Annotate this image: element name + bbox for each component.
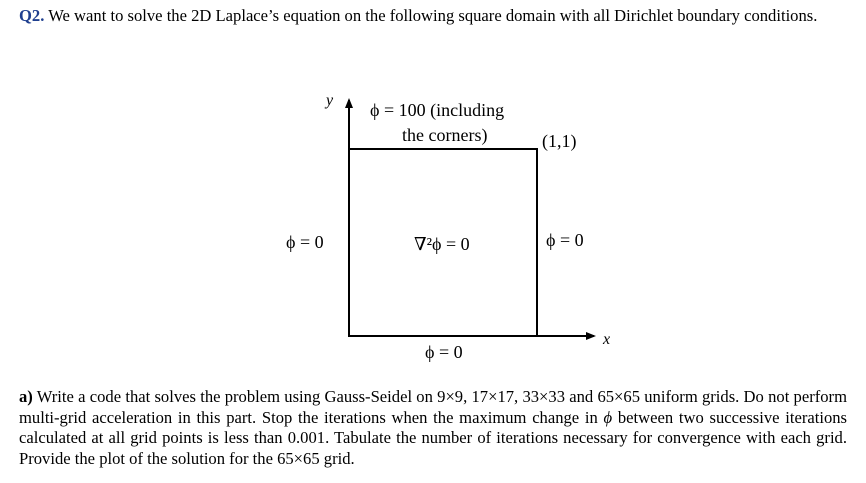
laplace-equation: ∇²ϕ = 0 xyxy=(414,234,470,254)
bottom-boundary-condition: ϕ = 0 xyxy=(425,342,463,362)
phi-symbol: ϕ xyxy=(603,407,613,427)
question-number: Q2. xyxy=(19,6,45,25)
right-boundary-condition: ϕ = 0 xyxy=(546,230,584,250)
y-axis-label: y xyxy=(326,92,334,109)
left-boundary-condition: ϕ = 0 xyxy=(286,232,324,252)
part-a-label: a) xyxy=(19,387,33,406)
part-a-paragraph xyxy=(19,387,847,469)
part-a-text-start: Write a code that solves the problem using Gauss-Seidel on 9×9, 17×17, 33×33 and 65×65 uniform grids. Do not perform multi-grid acceleration in this part. Stop the iterations when the maximum change in xyxy=(19,387,847,427)
x-axis-label: x xyxy=(603,331,611,348)
top-boundary-condition-line2: the corners) xyxy=(402,125,488,145)
part-a-text-end: between two successive iterations calculated at all grid points is less than 0.001. Tabulate the number of iterations necessary for convergence with each grid. Provide the plot of the solution for the 65×65 grid. xyxy=(19,407,847,468)
corner-coordinate-label: (1,1) xyxy=(542,131,577,151)
question-text: We want to solve the 2D Laplace’s equation on the following square domain with all Dirichlet boundary conditions. xyxy=(44,6,818,25)
top-boundary-condition-line1: ϕ = 100 (including xyxy=(370,100,505,120)
